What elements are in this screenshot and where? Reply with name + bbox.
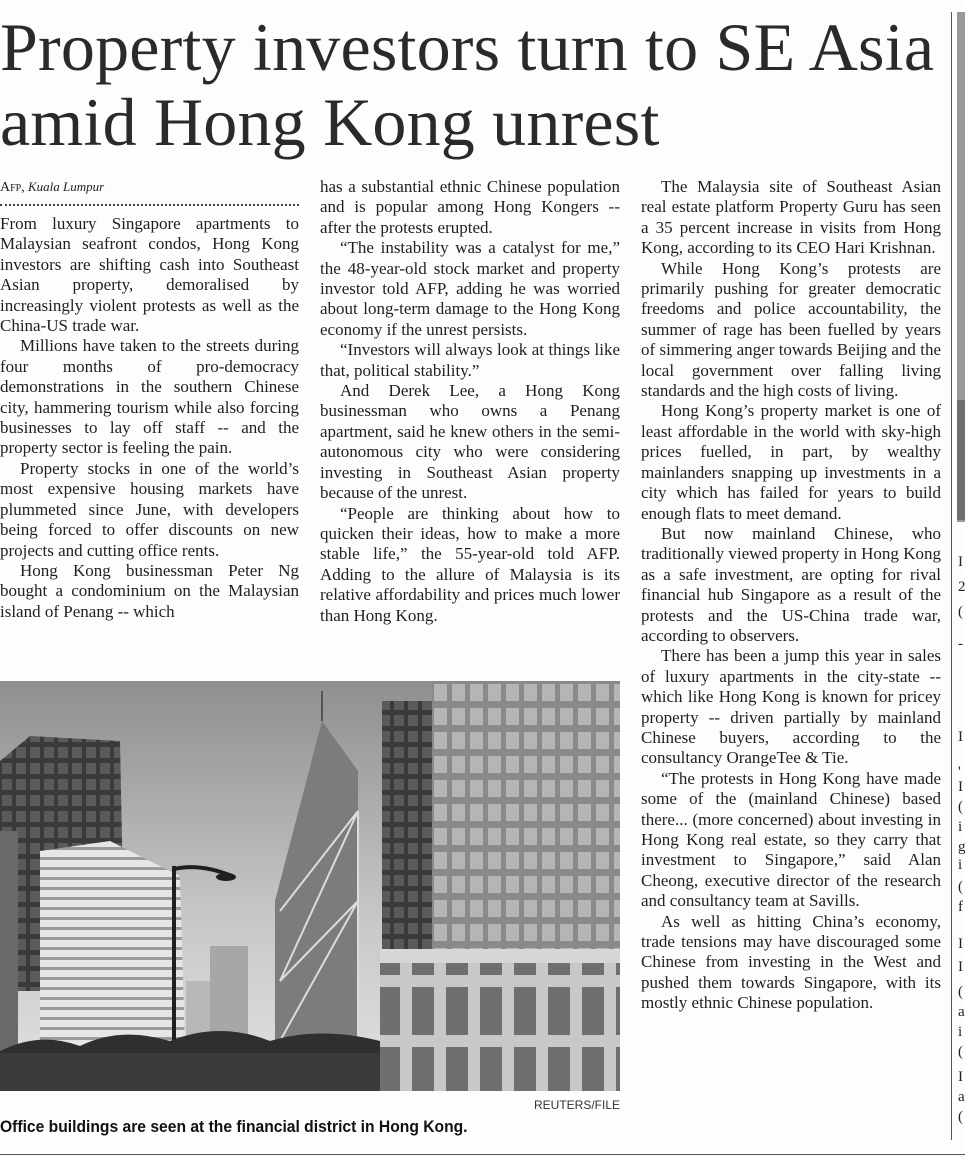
- edge-glyph: a: [958, 1089, 965, 1105]
- paragraph: While Hong Kong’s protests are primarily pushing for greater democratic freedoms and police accountability, the summer of rage has been fuelled by years of simmering anger towards Beijing and the local government over falling living standards and the high costs of living.: [641, 258, 941, 401]
- paragraph: has a substantial ethnic Chinese population and is popular among Hong Kongers -- after the protests erupted.: [320, 177, 620, 237]
- edge-glyph: a: [958, 1004, 965, 1020]
- paragraph: Hong Kong businessman Peter Ng bought a condominium on the Malaysian island of Penang -- which: [0, 560, 299, 621]
- edge-glyph: I: [958, 554, 963, 570]
- paragraph: And Derek Lee, a Hong Kong businessman who owns a Penang apartment, said he knew others in the semi-autonomous city who were considering investing in Southeast Asian property because of the unrest.: [320, 381, 620, 503]
- paragraph: But now mainland Chinese, who traditionally viewed property in Hong Kong as a safe investment, are opting for rival financial hub Singapore as a result of the protests and the US-China trade war, according to observers.: [641, 523, 941, 645]
- paragraph: Property stocks in one of the world’s most expensive housing markets have plummeted since June, with developers being forced to offer discounts on new projects and cutting office rents.: [0, 458, 299, 560]
- paragraph: “Investors will always look at things like that, political stability.”: [320, 340, 620, 380]
- edge-glyph: I: [958, 959, 963, 975]
- edge-glyph: (: [958, 799, 963, 815]
- edge-glyph: (: [958, 879, 963, 895]
- paragraph: Millions have taken to the streets during four months of pro-democracy demonstrations in the southern Chinese city, hammering tourism while also forcing businesses to lay off staff -- and the property sector is feeling the pain.: [0, 336, 299, 458]
- paragraph: “The instability was a catalyst for me,” the 48-year-old stock market and property investor told AFP, adding he was worried about long-term damage to the Hong Kong economy if the unrest persists.: [320, 238, 620, 339]
- edge-glyph: (: [958, 1044, 963, 1060]
- bottom-rule: [0, 1154, 965, 1155]
- paragraph: The Malaysia site of Southeast Asian real estate platform Property Guru has seen a 35 percent increase in visits from Hong Kong, according to its CEO Hari Krishnan.: [641, 177, 941, 258]
- photo-credit: REUTERS/FILE: [533, 1098, 620, 1112]
- byline-location: Kuala Lumpur: [27, 179, 105, 194]
- edge-glyph: I: [958, 729, 963, 745]
- article-column-1: [0, 177, 299, 622]
- edge-glyph: g: [958, 839, 965, 855]
- adjacent-photo-edge-dark: [957, 400, 965, 520]
- skyline-photo: [0, 681, 620, 1091]
- paragraph: There has been a jump this year in sales of luxury apartments in the city-state -- which like Hong Kong is known for pricey property -- driven partially by mainland Chinese buyers, according to the consultancy OrangeTee & Tie.: [641, 646, 941, 768]
- edge-glyph: f: [958, 899, 963, 915]
- edge-glyph: i: [958, 819, 963, 835]
- edge-glyph: I: [958, 779, 963, 795]
- edge-glyph: ': [958, 764, 961, 780]
- edge-glyph: I: [958, 936, 963, 952]
- edge-glyph: 2: [958, 579, 965, 595]
- edge-glyph: i: [958, 1024, 963, 1040]
- edge-glyph: I: [958, 1069, 963, 1085]
- byline: [0, 177, 299, 198]
- dotted-divider: [0, 204, 299, 206]
- byline-agency: Afp,: [0, 180, 25, 195]
- headline: Property investors turn to SE Asia amid Hong Kong unrest: [0, 9, 935, 160]
- edge-glyph: (: [958, 984, 963, 1000]
- paragraph: Hong Kong’s property market is one of least affordable in the world with sky-high prices fuelled, in part, by wealthy mainlanders snapping up investments in a city which has failed for years to build enough flats to meet demand.: [641, 401, 941, 523]
- paragraph: From luxury Singapore apartments to Malaysian seafront condos, Hong Kong investors are shifting cash into Southeast Asian property, demoralised by increasingly violent protests as well as the China-US trade war.: [0, 214, 299, 336]
- photo-caption: Office buildings are seen at the financial district in Hong Kong.: [0, 1117, 468, 1136]
- paragraph: “People are thinking about how to quicken their ideas, how to make a more stable life,” the 55-year-old told AFP. Adding to the allure of Malaysia is its relative affordability and prices much lower than Hong Kong.: [320, 503, 620, 625]
- article-column-2: [320, 177, 620, 626]
- paragraph: As well as hitting China’s economy, trade tensions may have discouraged some Chinese from investing in the West and pushed them towards Singapore, with its mostly ethnic Chinese population.: [641, 911, 941, 1013]
- edge-glyph: (: [958, 1109, 963, 1125]
- edge-glyph: (: [958, 604, 963, 620]
- article-column-3: [641, 177, 941, 1014]
- column-rule: [951, 12, 952, 1140]
- edge-glyph: i: [958, 857, 963, 873]
- edge-glyph: -: [958, 636, 963, 652]
- paragraph: “The protests in Hong Kong have made some of the (mainland Chinese) based there... (more concerned) about investing in Hong Kong real estate, so they carry that investment to Singapore,” said Alan Cheong, executive director of the research and consultancy team at Savills.: [641, 768, 941, 911]
- skyline-illustration: [0, 681, 620, 1091]
